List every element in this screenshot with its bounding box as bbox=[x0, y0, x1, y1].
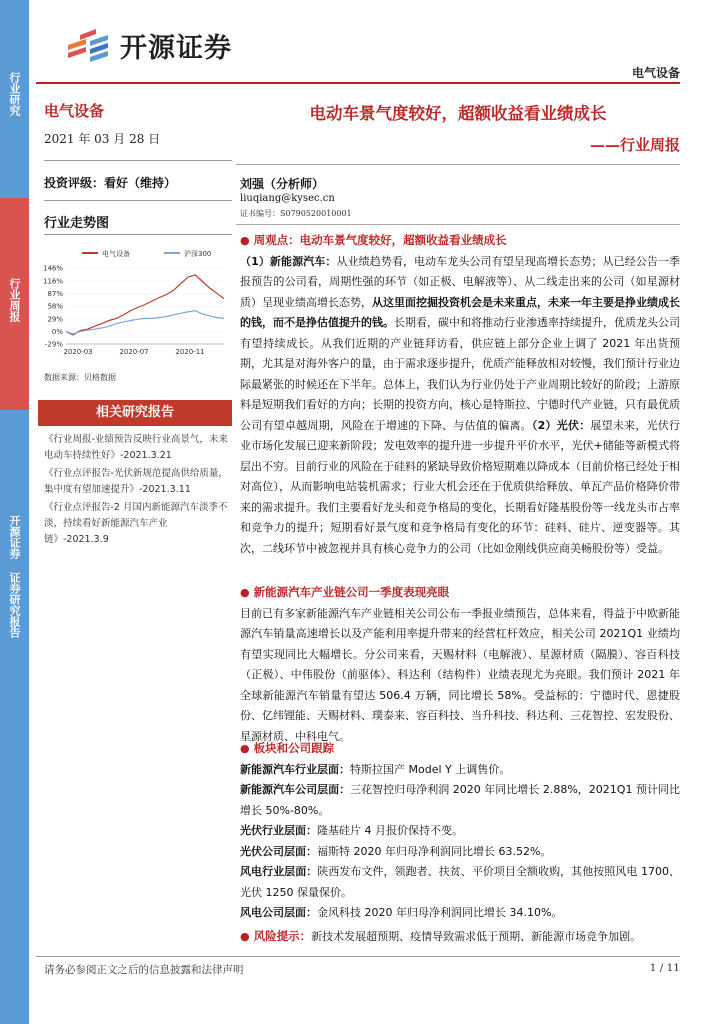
y-tick-label: 87% bbox=[47, 290, 63, 299]
section-ev-q1 bbox=[240, 582, 680, 747]
series-line-1 bbox=[66, 311, 224, 334]
brand-name: 开源证券 bbox=[120, 33, 232, 64]
track-item: 光伏公司层面：福斯特 2020 年归母净利润同比增长 63.52%。 bbox=[240, 844, 552, 858]
y-tick-label: 58% bbox=[47, 302, 63, 311]
y-tick-label: -29% bbox=[44, 340, 63, 349]
section-body: 目前已有多家新能源汽车产业链相关公司公布一季报业绩预告，总体来看，得益于中欧新能源汽车销量高速增长以及产能利用率提升带来的经营杠杆效应，相关公司 2021Q1 业绩均有望实现同比大幅增长。分公司来看，天赐材料（电解液）、星源材质（隔膜）、容百科技（正极）、中伟股份（前驱体）、科达利（结构件）业绩表现尤为亮眼。我们预计 2021 年全球新能源汽车销量有望达 506.4 万辆，同比增长 58%。受益标的：宁德时代、恩捷股份、亿纬锂能、天赐材料、璞泰来、容百科技、当升科技、科达利、三花智控、宏发股份、星源材质、中科电气。 bbox=[240, 606, 680, 743]
sidebar-middle bbox=[0, 198, 29, 410]
sidebar-bottom-label: 开源证券 证券研究报告 bbox=[8, 515, 21, 638]
trend-chart-title: 行业走势图 bbox=[44, 216, 110, 231]
track-item: 光伏行业层面：隆基硅片 4 月报价保持不变。 bbox=[240, 824, 463, 837]
sidebar-bottom bbox=[0, 410, 29, 1024]
risk-warning: ● 风险提示：新技术发展超预期、疫情导致需求低于预期、新能源市场竞争加剧。 bbox=[240, 929, 642, 943]
track-item: 风电公司层面：金风科技 2020 年归母净利润同比增长 34.10%。 bbox=[240, 906, 563, 919]
page-number: 1 / 11 bbox=[649, 962, 680, 974]
divider bbox=[44, 234, 232, 235]
analyst-name: 刘强（分析师） bbox=[240, 177, 325, 191]
divider bbox=[44, 160, 232, 161]
legend-label: 沪深300 bbox=[184, 250, 212, 258]
investment-rating: 投资评级：看好（维持） bbox=[44, 176, 177, 190]
track-item: 新能源汽车公司层面：三花智控归母净利润 2020 年同比增长 2.88%，2021Q1 预计同比增长 50%-80%。 bbox=[240, 783, 681, 817]
y-tick-label: 146% bbox=[42, 264, 63, 273]
divider bbox=[44, 200, 232, 201]
header-divider bbox=[36, 82, 680, 84]
footer-divider bbox=[36, 956, 680, 957]
section-body: （1）新能源汽车：从业绩趋势看，电动车龙头公司有望呈现高增长态势；从已经公告一季报预告的公司看，周期性强的环节（如正极、电解液等）、从二线走出来的公司（如星源材质）呈现业绩高增长态势，从这里面挖掘投资机会是未来重点，未来一年主要是挣业绩成长的钱，而不是挣估值提升的钱。长期看，碳中和将推动行业渗透率持续提升，优质龙头公司有望持续成长。从我们近期的产业链拜访看，供应链上部分企业上调了 2021 年出货预期，尤其是对海外客户的量，由于需求逐步提升，优质产能释放相对较慢，我们预计行业边际最紧张的时候还在下半年。总体上，我们认为行业仍处于产业周期比较好的阶段；上游原料是短期我们看好的方向；长期的投资方向，核心是特斯拉、宁德时代产业链，只有最优质公司有望卓越周期，风险在于增速的下降、与估值的偏离。（2）光伏：展望未来，光伏行业市场化发展已迎来新阶段；发电效率的提升进一步提升平价水平，光伏+储能等新模式将层出不穷。目前行业的风险在于硅料的紧缺导致价格短期难以降成本（目前价格已经处于相对高位），从而影响电站装机需求；行业大机会还在于优质供给释放、单瓦产品价格降价带来的需求提升。我们主要看好龙头和竞争格局的变化，长期看好隆基股份等一线龙头市占率和竞争力的提升；短期看好景气度和竞争格局有变化的环节：硅料、硅片、逆变器等。其次，二线环节中被忽视并具有核心竞争力的公司（比如金刚线供应商美畅股份等）受益。 bbox=[240, 254, 681, 555]
section-weekly-view bbox=[240, 230, 680, 559]
y-tick-label: 116% bbox=[42, 277, 63, 286]
x-tick-label: 2020-07 bbox=[119, 348, 149, 356]
report-subtitle: ——行业周报 bbox=[589, 136, 680, 154]
legend-label: 电气设备 bbox=[102, 250, 130, 258]
sidebar-top bbox=[0, 0, 29, 198]
divider bbox=[236, 224, 680, 225]
analyst-email[interactable]: liuqiang@kysec.cn bbox=[240, 193, 335, 204]
section-heading: ● 板块和公司跟踪 bbox=[240, 741, 335, 755]
sector-name: 电气设备 bbox=[44, 102, 105, 120]
related-report-link[interactable]: 《行业点评报告-2 月国内新能源汽车淡季不淡，持续看好新能源汽车产业链》-2021.3.9 bbox=[44, 502, 228, 545]
section-heading: ● 新能源汽车产业链公司一季度表现亮眼 bbox=[240, 585, 450, 599]
risk-text: 新技术发展超预期、疫情导致需求低于预期、新能源市场竞争加剧。 bbox=[311, 930, 642, 943]
analyst-cert: 证书编号：S0790520010001 bbox=[240, 209, 352, 218]
y-tick-label: 29% bbox=[47, 315, 63, 324]
risk-label: 风险提示： bbox=[253, 929, 312, 943]
y-tick-label: 0% bbox=[51, 327, 63, 336]
related-reports-title: 相关研究报告 bbox=[38, 400, 232, 426]
section-tracking bbox=[240, 738, 680, 924]
sidebar-top-label: 行业研究 bbox=[8, 72, 21, 116]
track-item: 新能源汽车行业层面：特斯拉国产 Model Y 上调售价。 bbox=[240, 762, 511, 776]
x-tick-label: 2020-11 bbox=[175, 348, 205, 356]
related-report-link[interactable]: 《行业点评报告-光伏新规范提高供给质量，集中度有望加速提升》-2021.3.11 bbox=[44, 468, 228, 495]
trend-chart bbox=[38, 244, 234, 364]
divider bbox=[236, 164, 680, 165]
brand-mark-icon bbox=[66, 27, 110, 65]
section-heading: ● 周观点：电动车景气度较好，超额收益看业绩成长 bbox=[240, 233, 507, 247]
report-date: 2021 年 03 月 28 日 bbox=[44, 132, 161, 146]
x-tick-label: 2020-03 bbox=[63, 348, 93, 356]
related-reports-list bbox=[44, 432, 232, 550]
footer-disclaimer: 请务必参阅正文之后的信息披露和法律声明 bbox=[44, 964, 244, 976]
header-sector-tag: 电气设备 bbox=[631, 66, 680, 80]
brand-logo bbox=[66, 26, 232, 65]
series-line-0 bbox=[66, 275, 224, 335]
track-item: 风电行业层面：陕西发布文件，领跑者、扶贫、平价项目全额收购，其他按照风电 1700、光伏 1250 保量保价。 bbox=[240, 865, 680, 899]
chart-source: 数据来源：贝格数据 bbox=[44, 373, 116, 382]
report-title: 电动车景气度较好，超额收益看业绩成长 bbox=[309, 104, 607, 123]
related-report-link[interactable]: 《行业周报-业绩预告反映行业高景气，未来电动车持续性好》-2021.3.21 bbox=[44, 434, 228, 461]
sidebar-mid-label: 行业周报 bbox=[8, 278, 21, 322]
